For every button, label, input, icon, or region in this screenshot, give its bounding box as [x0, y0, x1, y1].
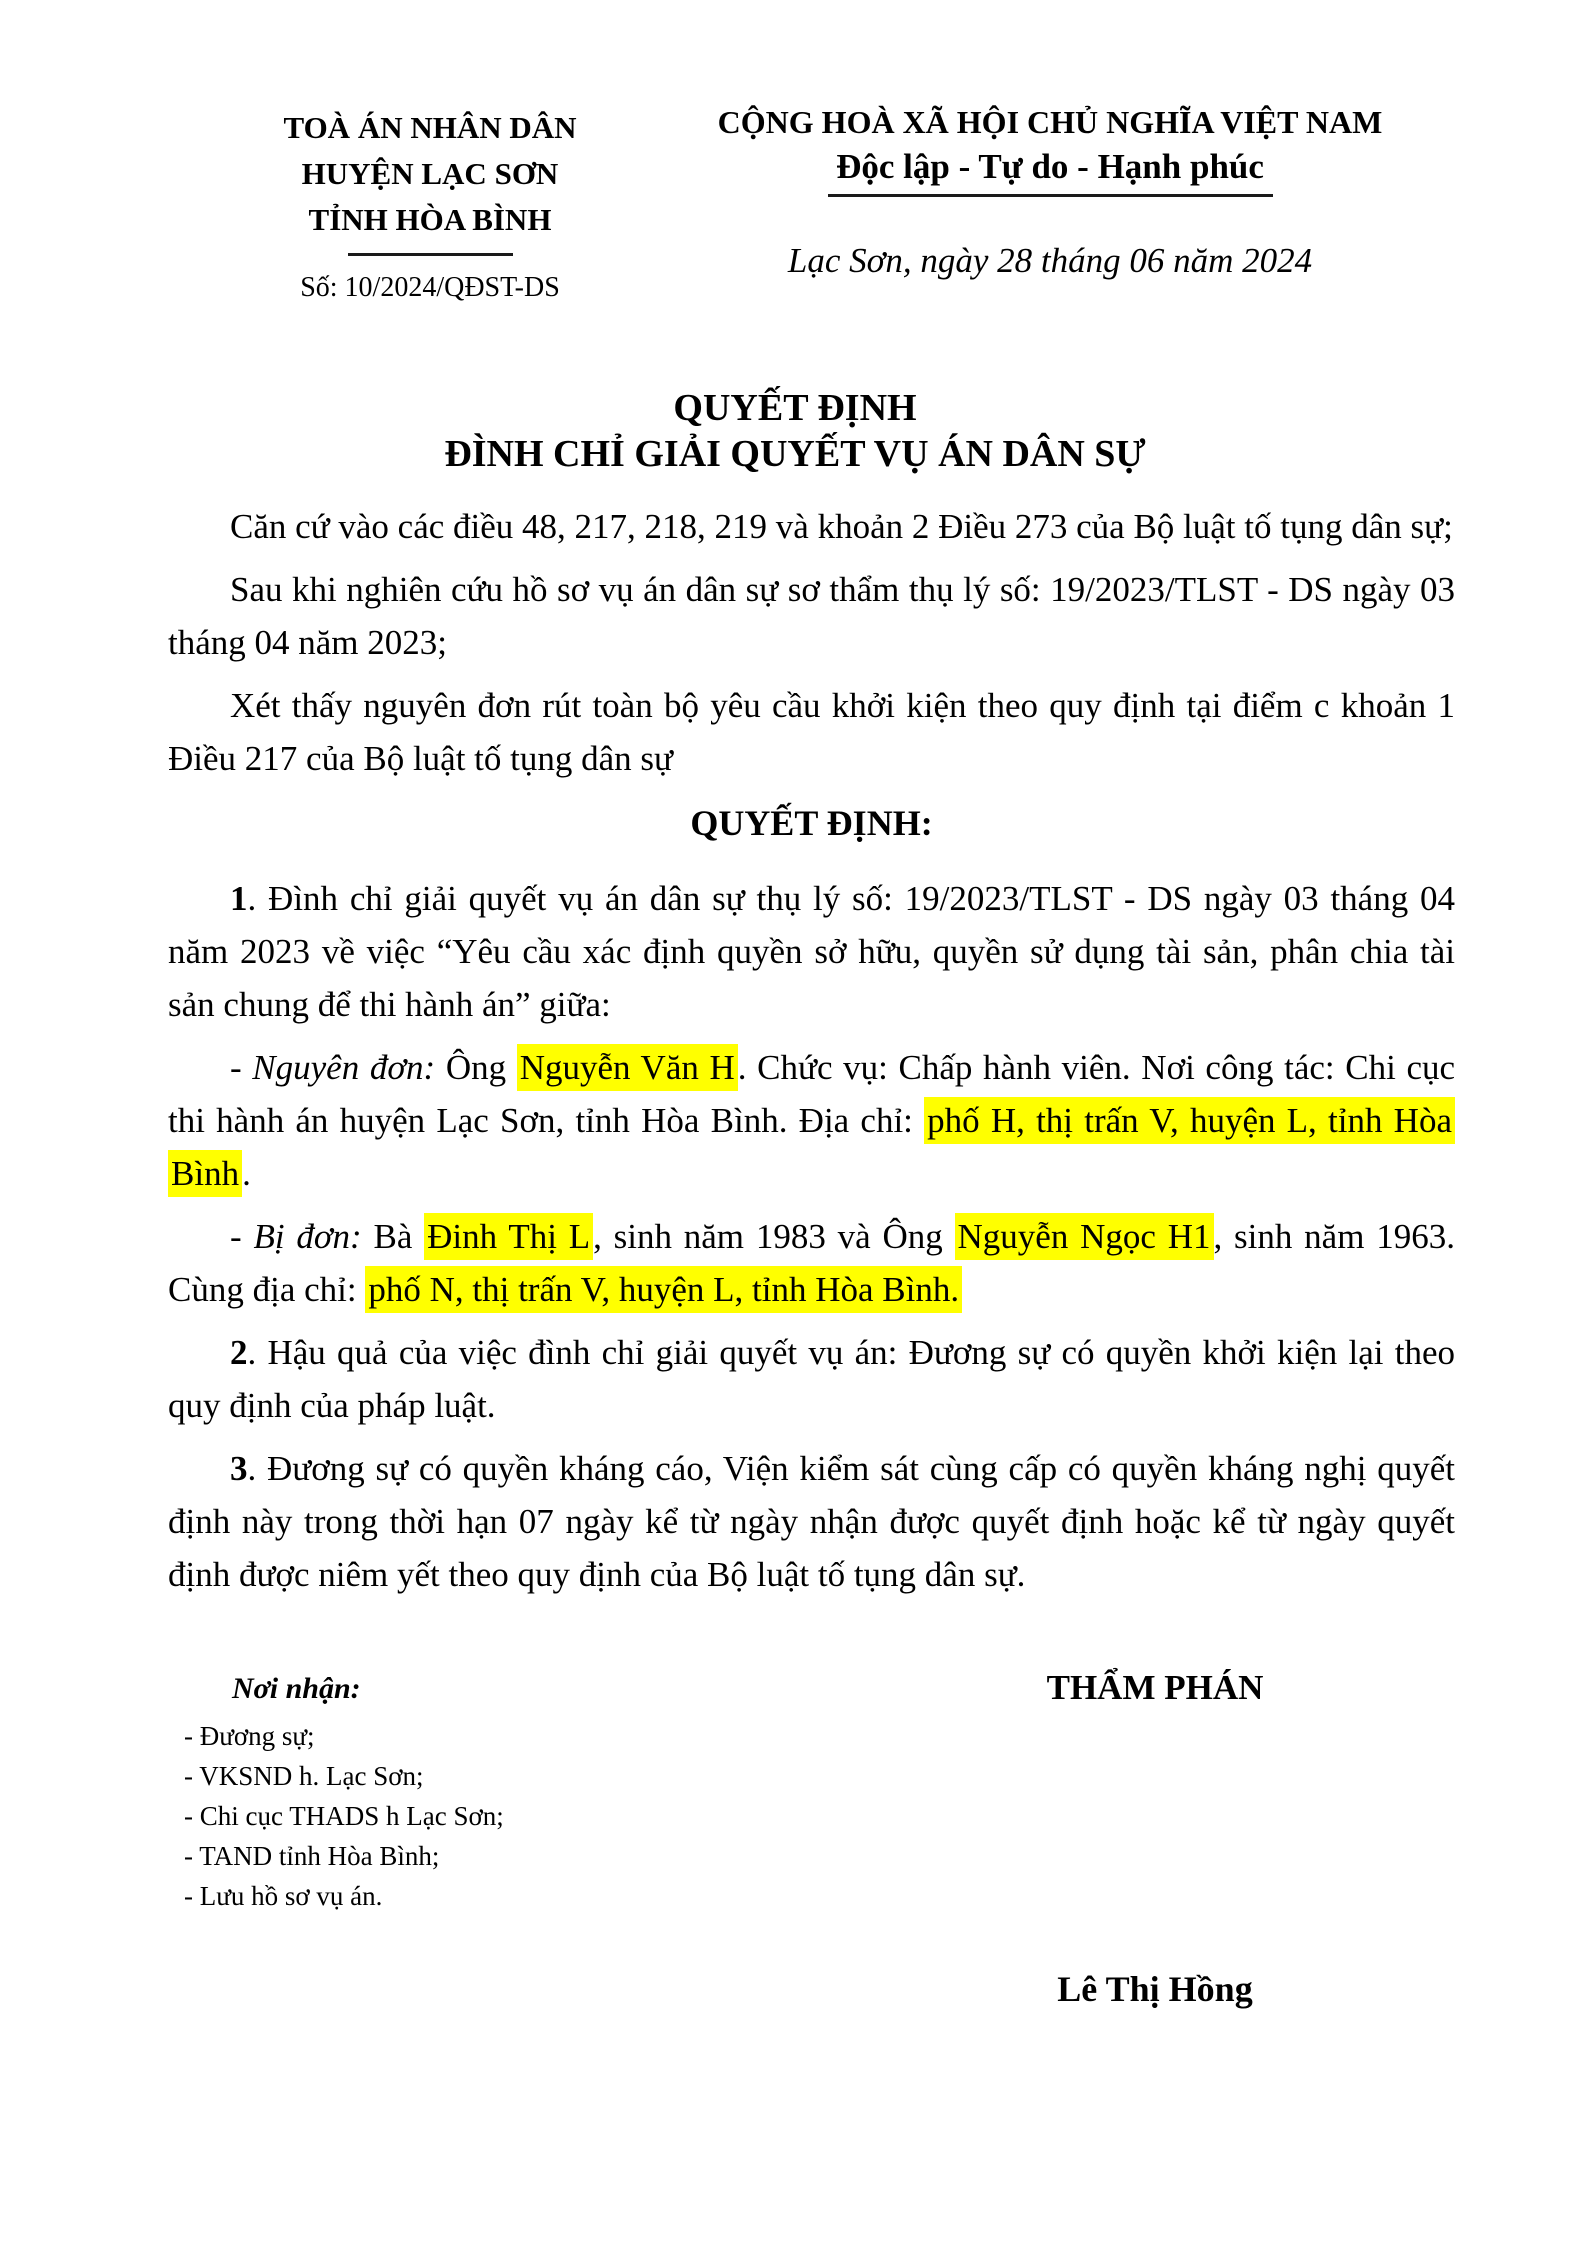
- recipients-block: [170, 1672, 790, 1916]
- plaintiff-paragraph: [168, 1041, 1455, 1200]
- text-run: Bà: [361, 1217, 425, 1256]
- recipients-list: [170, 1716, 790, 1916]
- text-run: 1: [230, 879, 248, 918]
- national-motto-line: Độc lập - Tự do - Hạnh phúc: [836, 147, 1264, 186]
- document-title-block: [150, 385, 1440, 477]
- document-title-line-1: QUYẾT ĐỊNH: [673, 387, 917, 429]
- text-run: . Hậu quả của việc đình chỉ giải quyết vụ án: Đương sự có quyền khởi kiện lại theo quy định của pháp luật.: [168, 1333, 1455, 1425]
- text-run: . Chức vụ: Chấp hành viên. Nơi công tác: Chi cục thi hành án huyện Lạc Sơn, tỉnh Hòa Bình. Địa chỉ:: [168, 1048, 1456, 1140]
- judge-name: Lê Thị Hồng: [1057, 1969, 1253, 2009]
- text-run: -: [230, 1217, 254, 1256]
- recipients-label: Nơi nhận:: [232, 1672, 361, 1705]
- text-run: , sinh năm 1963. Cùng địa chỉ:: [168, 1217, 1455, 1309]
- highlighted-text: Nguyễn Văn H: [517, 1044, 738, 1091]
- document-body: [168, 500, 1455, 1611]
- national-header-block: [640, 100, 1460, 281]
- text-run: Căn cứ vào các điều 48, 217, 218, 219 và khoản 2 Điều 273 của Bộ luật tố tụng dân sự;: [230, 507, 1453, 546]
- defendant-paragraph: [168, 1210, 1455, 1316]
- highlighted-text: Nguyễn Ngọc H1: [955, 1213, 1214, 1260]
- recipient-item: - TAND tỉnh Hòa Bình;: [184, 1841, 440, 1871]
- preamble-paragraph: [168, 679, 1455, 785]
- text-run: Xét thấy nguyên đơn rút toàn bộ yêu cầu khởi kiện theo quy định tại điểm c khoản 1 Điều 217 của Bộ luật tố tụng dân sự: [168, 686, 1455, 778]
- highlighted-text: phố H, thị trấn V, huyện L, tỉnh Hòa Bình: [168, 1097, 1455, 1197]
- text-run: Ông: [435, 1048, 517, 1087]
- court-header-divider: [348, 253, 513, 256]
- court-name-line-3: TỈNH HÒA BÌNH: [308, 202, 552, 237]
- document-number: Số: 10/2024/QĐST-DS: [300, 272, 560, 303]
- motto-divider: [828, 194, 1273, 197]
- national-name-line: CỘNG HOÀ XÃ HỘI CHỦ NGHĨA VIỆT NAM: [717, 104, 1383, 140]
- text-run: . Đương sự có quyền kháng cáo, Viện kiểm sát cùng cấp có quyền kháng nghị quyết định này trong thời hạn 07 ngày kể từ ngày nhận được quyết định hoặc kể từ ngày quyết định được niêm yết theo quy định của Bộ luật tố tụng dân sự.: [168, 1449, 1455, 1594]
- text-run: . Đình chỉ giải quyết vụ án dân sự thụ lý số: 19/2023/TLST - DS ngày 03 tháng 04 năm 2023 về việc “Yêu cầu xác định quyền sở hữu, quyền sử dụng tài sản, phân chia tài sản chung để thi hành án” giữa:: [168, 879, 1455, 1024]
- text-run: Nguyên đơn:: [252, 1048, 436, 1087]
- text-run: 2: [230, 1333, 248, 1372]
- decision-item-2: [168, 1326, 1455, 1432]
- recipient-item: - Đương sự;: [184, 1721, 315, 1751]
- highlighted-text: phố N, thị trấn V, huyện L, tỉnh Hòa Bình.: [365, 1266, 962, 1313]
- recipient-item: - Lưu hồ sơ vụ án.: [184, 1881, 383, 1911]
- text-run: -: [230, 1048, 253, 1087]
- decision-heading: QUYẾT ĐỊNH:: [690, 803, 933, 843]
- place-date-line: Lạc Sơn, ngày 28 tháng 06 năm 2024: [787, 241, 1313, 280]
- highlighted-text: Đinh Thị L: [424, 1213, 593, 1260]
- text-run: .: [242, 1154, 251, 1193]
- decision-item-3: [168, 1442, 1455, 1601]
- recipient-item: - Chi cục THADS h Lạc Sơn;: [184, 1801, 504, 1831]
- text-run: Sau khi nghiên cứu hồ sơ vụ án dân sự sơ thẩm thụ lý số: 19/2023/TLST - DS ngày 03 tháng 04 năm 2023;: [168, 570, 1455, 662]
- text-run: 3: [230, 1449, 248, 1488]
- recipient-item: - VKSND h. Lạc Sơn;: [184, 1761, 424, 1791]
- preamble-paragraph: [168, 563, 1455, 669]
- preamble-paragraph: [168, 500, 1455, 553]
- text-run: , sinh năm 1983 và Ông: [593, 1217, 955, 1256]
- text-run: Bị đơn:: [253, 1217, 362, 1256]
- court-name-line-2: HUYỆN LẠC SƠN: [301, 156, 559, 191]
- court-name-line-1: TOÀ ÁN NHÂN DÂN: [283, 110, 577, 145]
- decision-item-1: [168, 872, 1455, 1031]
- court-header-block: [150, 105, 710, 304]
- judge-title: THẨM PHÁN: [1046, 1668, 1264, 1707]
- document-title-line-2: ĐÌNH CHỈ GIẢI QUYẾT VỤ ÁN DÂN SỰ: [444, 433, 1146, 475]
